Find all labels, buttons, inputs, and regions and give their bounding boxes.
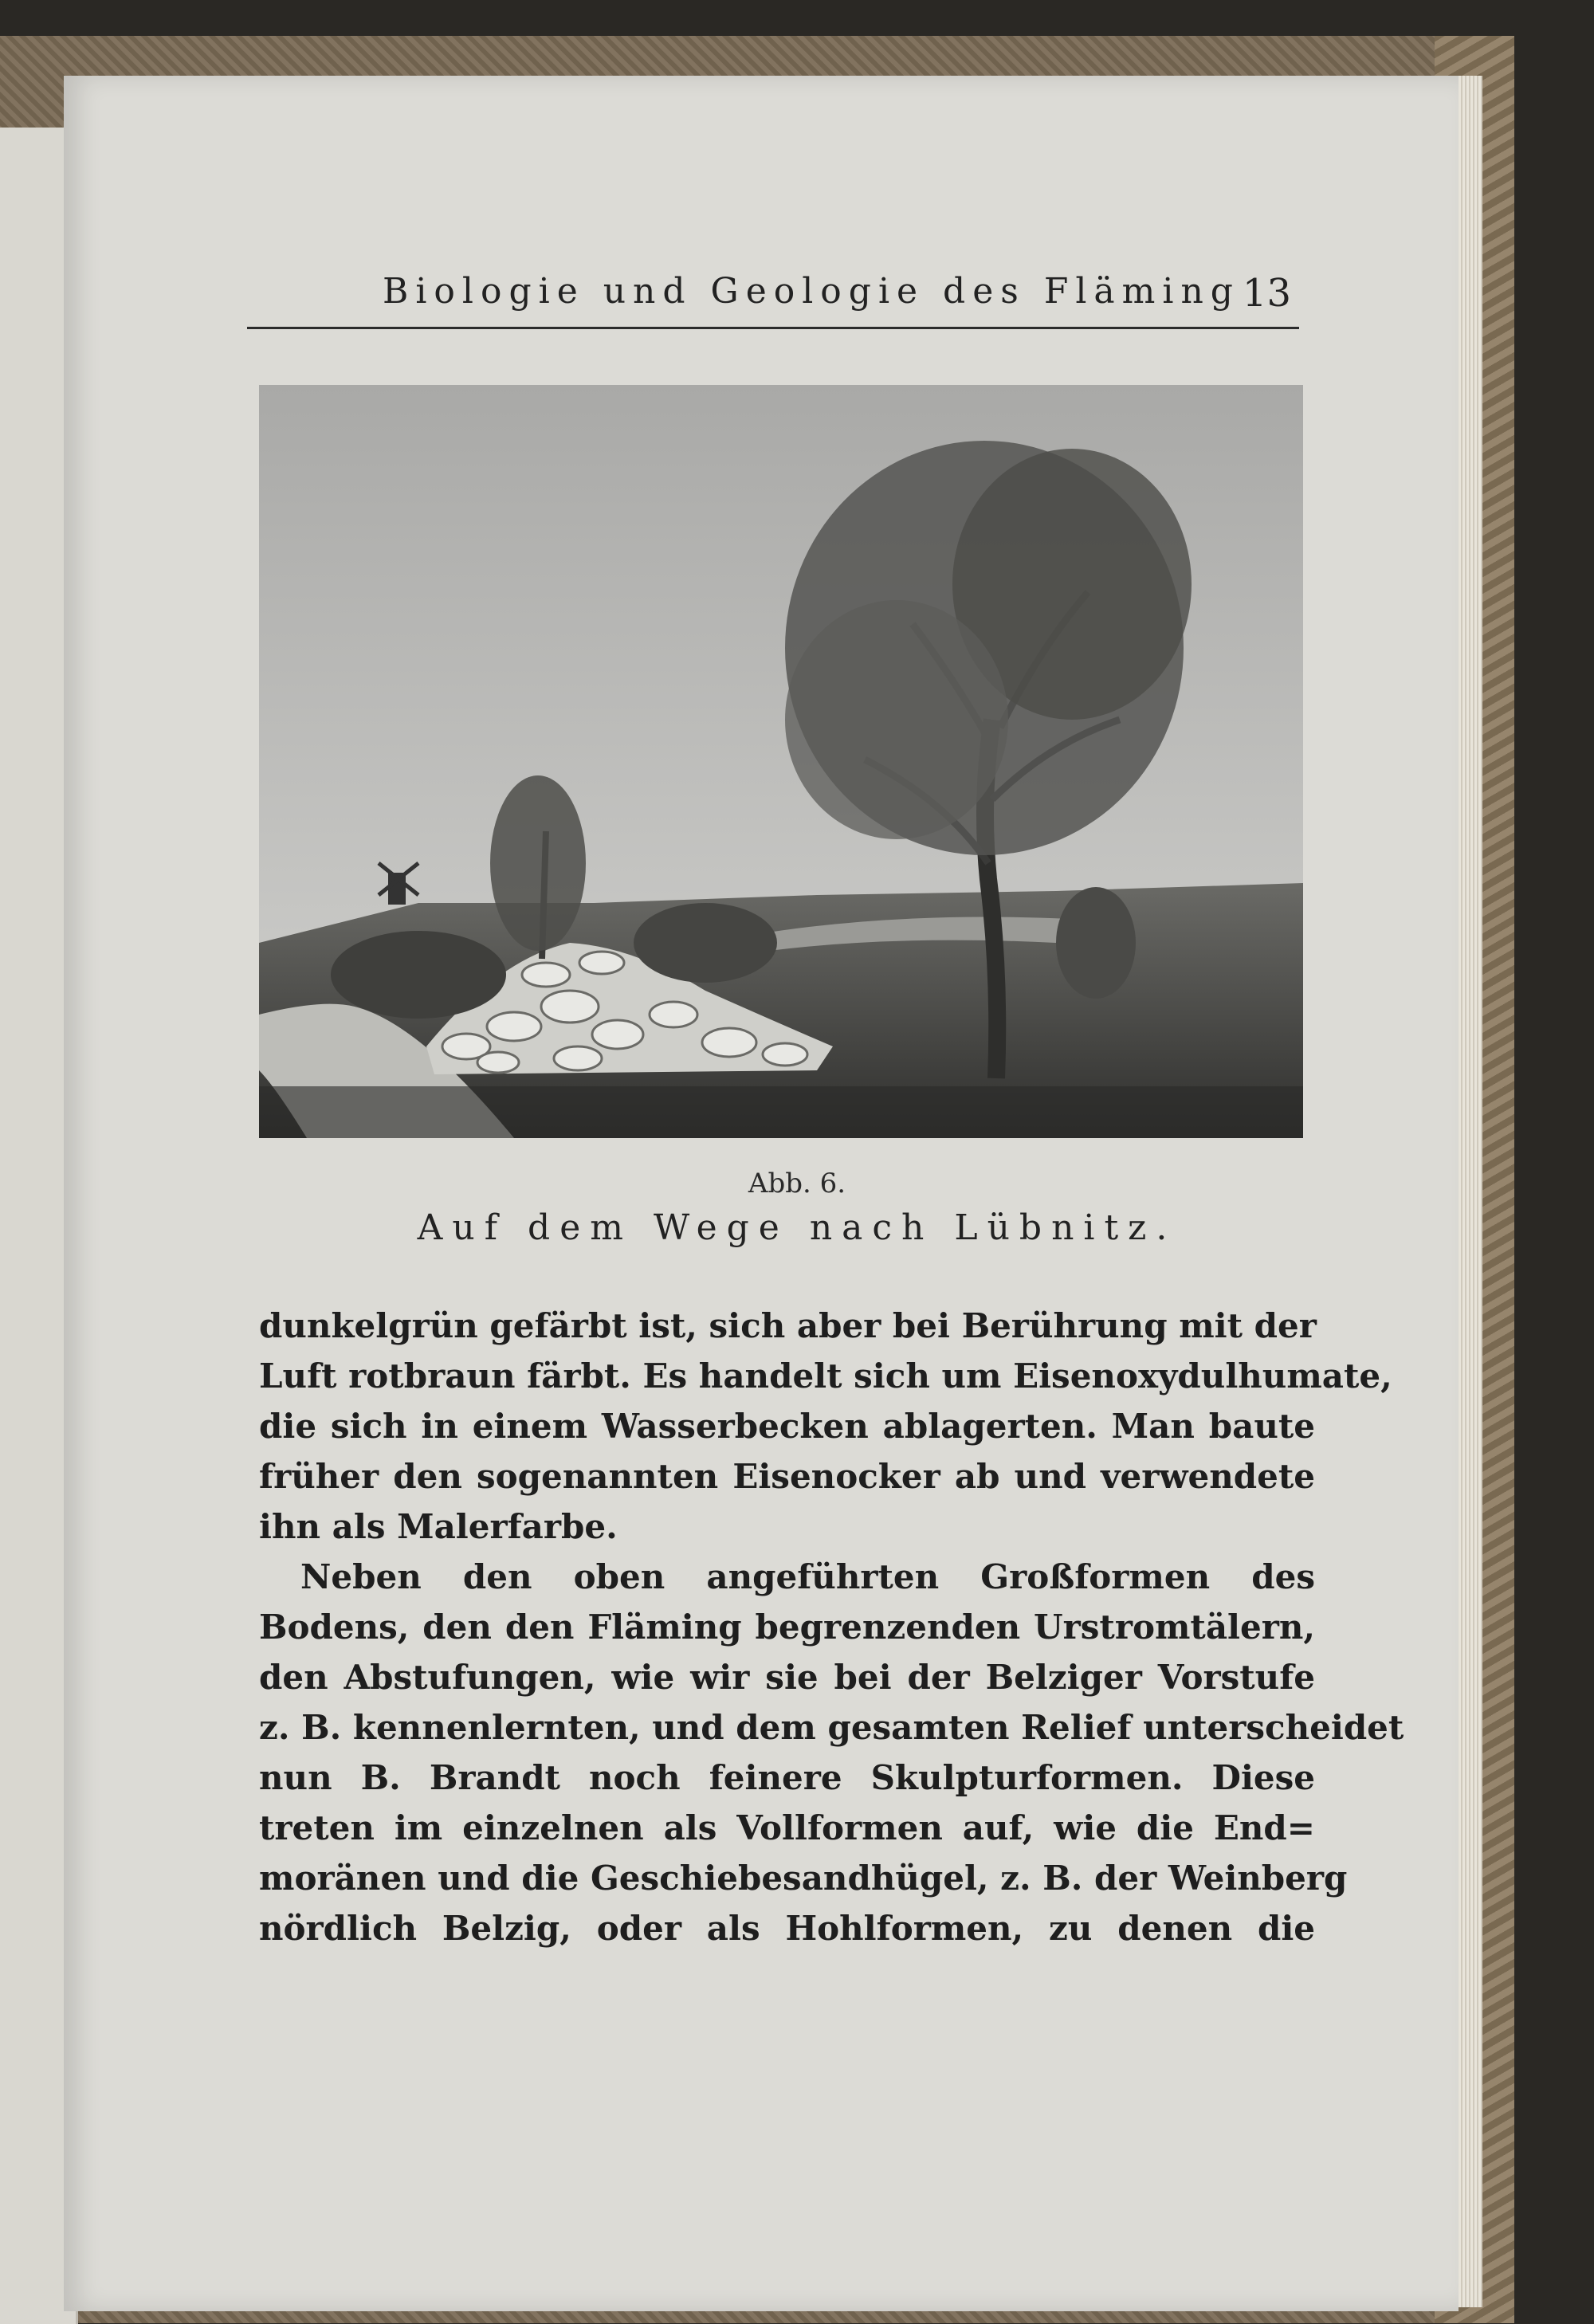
- text-line: Bodens, den den Fläming begrenzenden Urstromtälern,: [259, 1608, 1315, 1647]
- body-text: [259, 1301, 1404, 1953]
- figure-label: Abb. 6.: [748, 1168, 846, 1199]
- text-line: treten im einzelnen als Vollformen auf, wie die End=: [259, 1808, 1315, 1847]
- text-line: den Abstufungen, wie wir sie bei der Belziger Vorstufe: [259, 1658, 1315, 1697]
- text-line: Neben den oben angeführten Großformen des: [300, 1557, 1315, 1596]
- text-line: ihn als Malerfarbe.: [259, 1507, 618, 1546]
- text-line: moränen und die Geschiebesandhügel, z. B. der Weinberg: [259, 1859, 1348, 1898]
- page-number: 13: [1242, 271, 1291, 316]
- text-line: z. B. kennenlernten, und dem gesamten Relief unterscheidet: [259, 1708, 1404, 1747]
- photograph-image: [259, 385, 1303, 1138]
- running-title: Biologie und Geologie des Fläming: [383, 271, 1240, 312]
- text-line: Luft rotbraun färbt. Es handelt sich um Eisenoxydulhumate,: [259, 1356, 1392, 1396]
- text-line: nun B. Brandt noch feinere Skulpturformen. Diese: [259, 1758, 1315, 1797]
- running-head: [247, 271, 1299, 329]
- text-line: die sich in einem Wasserbecken ablagerten. Man baute: [259, 1407, 1315, 1446]
- text-line: nördlich Belzig, oder als Hohlformen, zu denen die: [259, 1909, 1315, 1948]
- figure-caption: Auf dem Wege nach Lübnitz.: [417, 1207, 1177, 1248]
- text-line: früher den sogenannten Eisenocker ab und verwendete: [259, 1457, 1315, 1496]
- text-line: dunkelgrün gefärbt ist, sich aber bei Berührung mit der: [259, 1306, 1317, 1345]
- landscape-photograph: [259, 385, 1303, 1138]
